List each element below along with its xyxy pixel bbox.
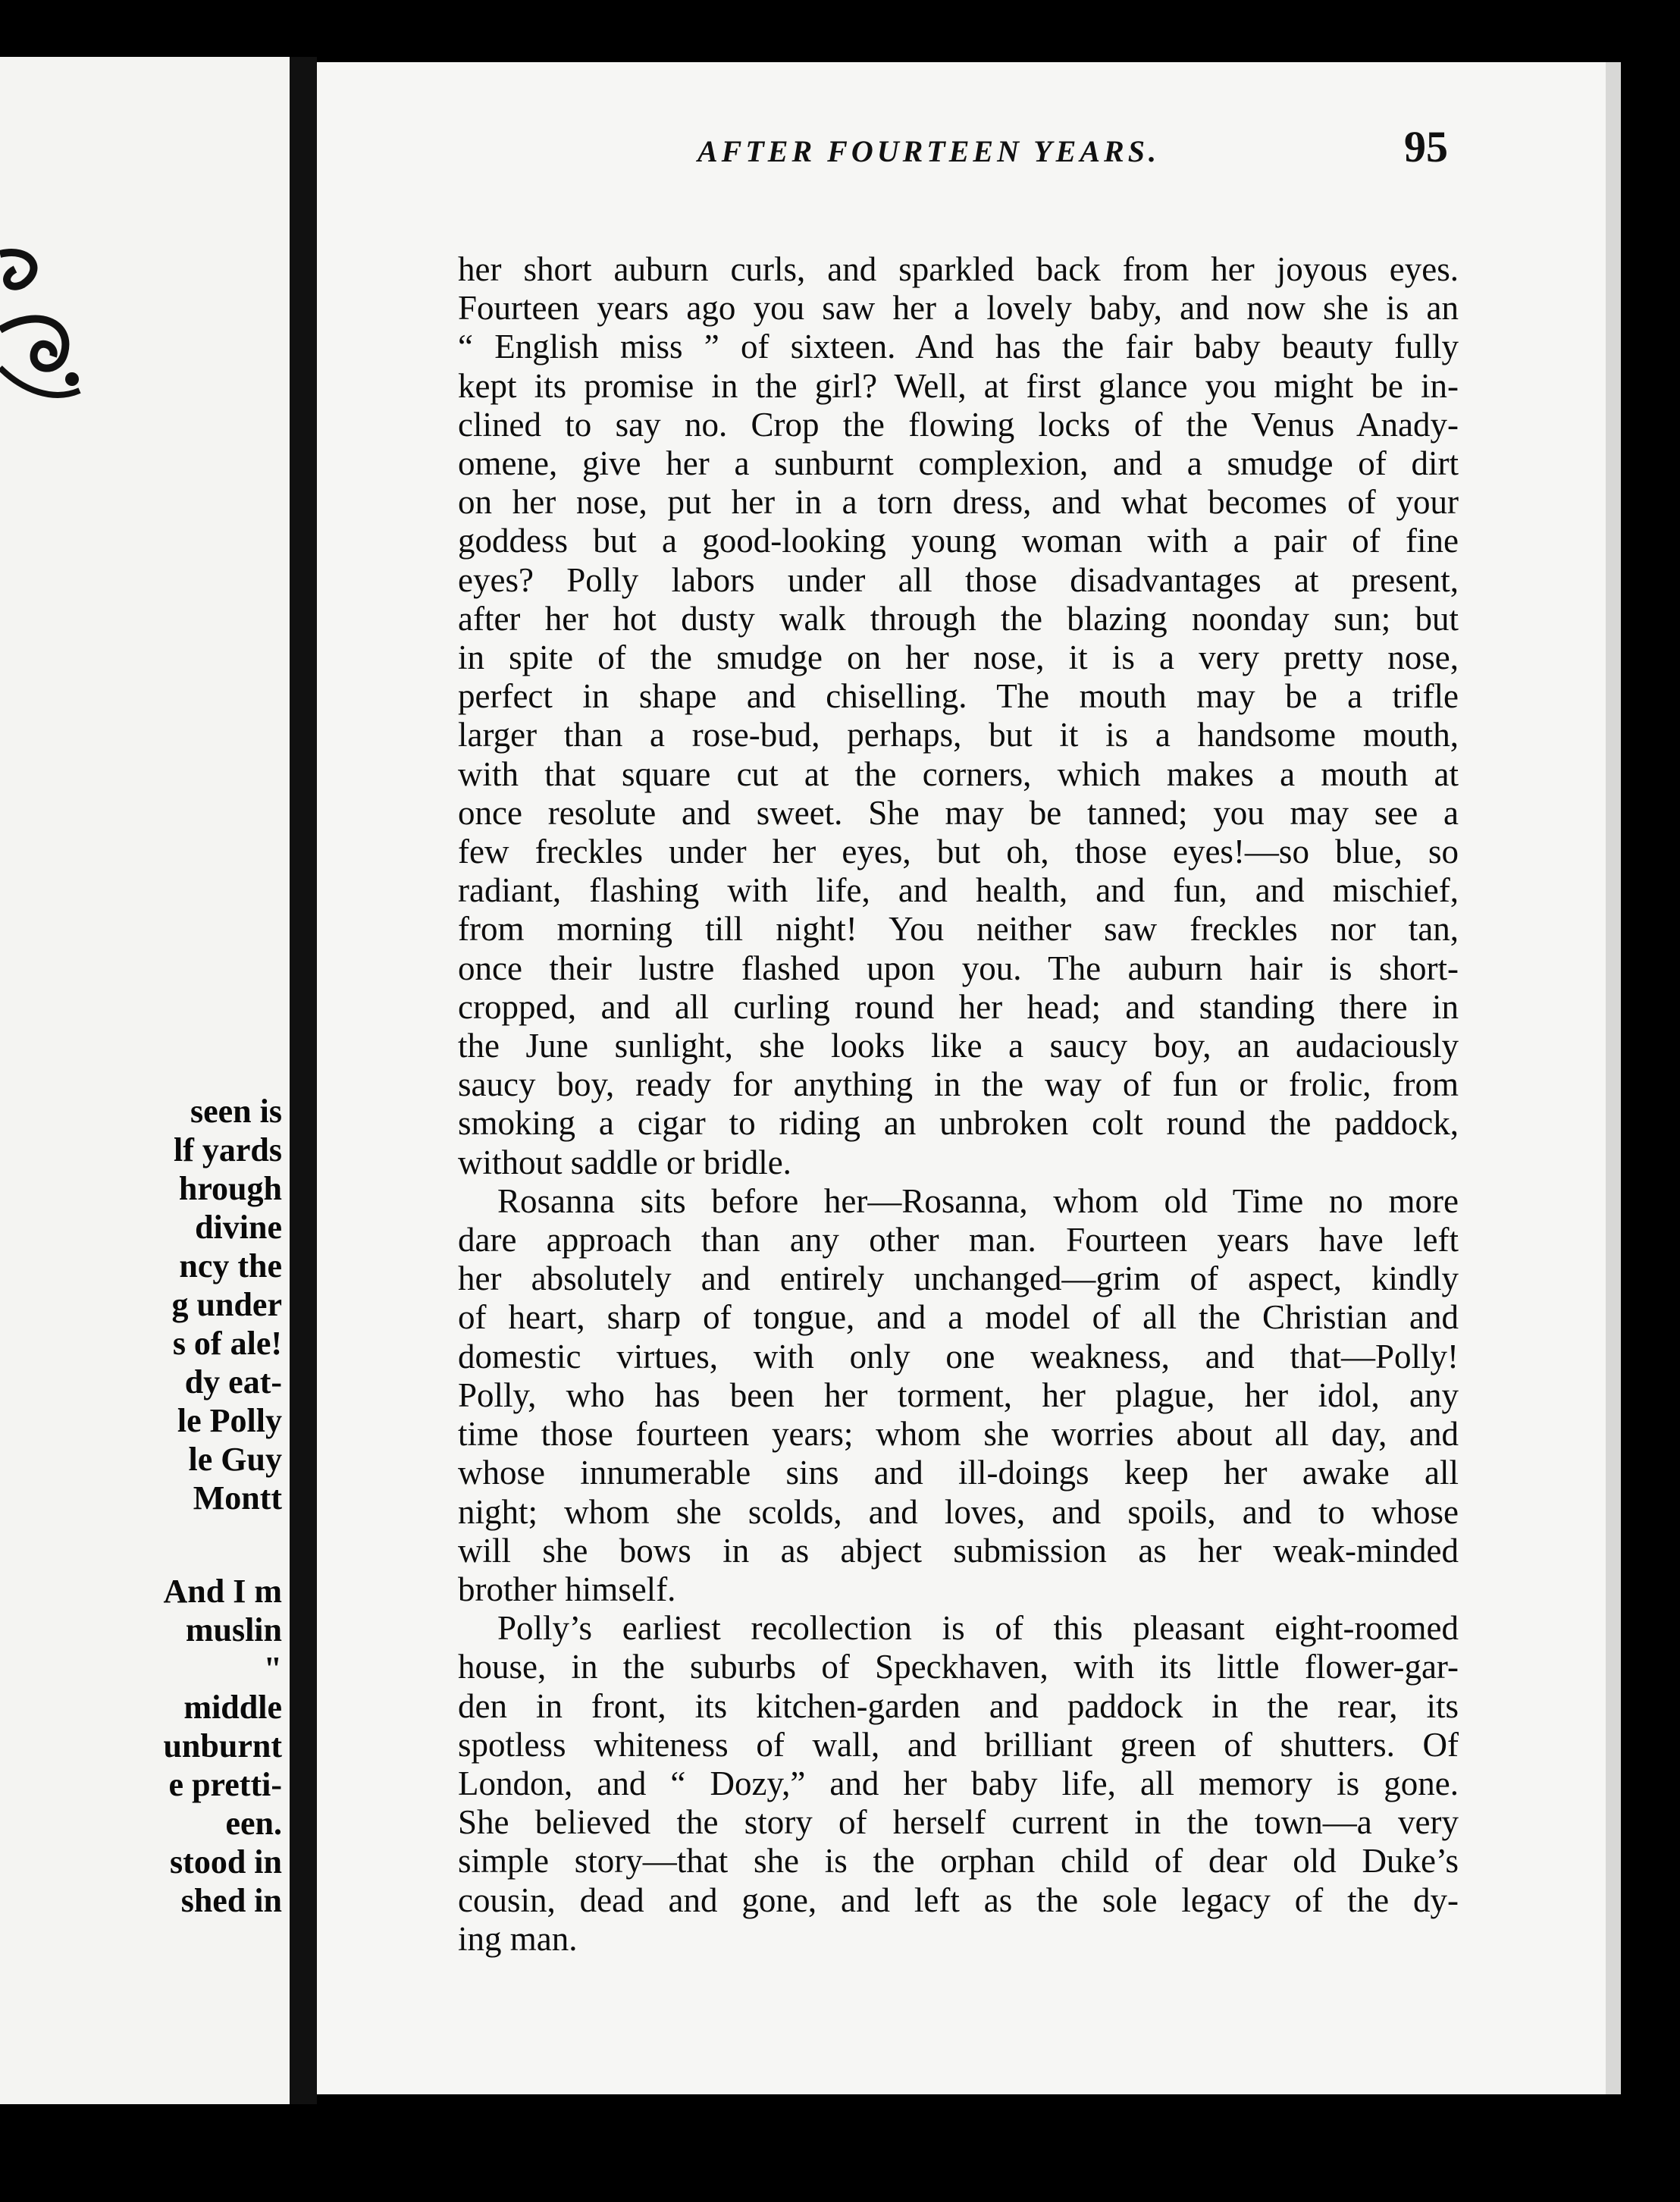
text-line: dare approach than any other man. Fourteen years have left [458, 1221, 1459, 1259]
left-line: le Polly [177, 1402, 282, 1439]
text-line: omene, give her a sunburnt complexion, and a smudge of dirt [458, 444, 1459, 483]
text-line: without saddle or bridle. [458, 1143, 791, 1181]
left-line-gap [0, 1517, 282, 1572]
paragraph [458, 250, 1459, 1182]
text-line: smoking a cigar to riding an unbroken colt round the paddock, [458, 1104, 1459, 1143]
text-line: kept its promise in the girl? Well, at first glance you might be in- [458, 366, 1459, 405]
text-line: in spite of the smudge on her nose, it is a very pretty nose, [458, 638, 1459, 677]
left-line: lf yards [174, 1131, 282, 1168]
text-line: the June sunlight, she looks like a saucy boy, an audaciously [458, 1027, 1459, 1065]
text-line: eyes? Polly labors under all those disadvantages at present, [458, 560, 1459, 599]
left-line: divine [195, 1209, 282, 1246]
left-line: And I m [163, 1573, 282, 1610]
running-head [364, 121, 1448, 172]
text-line: ing man. [458, 1919, 578, 1958]
page-number: 95 [1404, 122, 1448, 171]
text-line: simple story—that she is the orphan child of dear old Duke’s [458, 1842, 1459, 1880]
left-line: dy eat- [184, 1363, 282, 1401]
left-line: Montt [193, 1479, 282, 1517]
text-line: with that square cut at the corners, which makes a mouth at [458, 754, 1459, 793]
text-line: saucy boy, ready for anything in the way of fun or frolic, from [458, 1065, 1459, 1104]
text-line: her short auburn curls, and sparkled back from her joyous eyes. [458, 250, 1459, 288]
left-page [0, 57, 290, 2104]
flourish-ornament-icon [0, 239, 83, 413]
left-line: muslin [185, 1611, 282, 1648]
text-line: spotless whiteness of wall, and brilliant green of shutters. Of [458, 1725, 1459, 1764]
text-line: Rosanna sits before her—Rosanna, whom old Time no more [497, 1181, 1459, 1220]
text-line: once their lustre flashed upon you. The auburn hair is short- [458, 949, 1459, 987]
text-line: will she bows in as abject submission as her weak-minded [458, 1531, 1459, 1570]
text-line: her absolutely and entirely unchanged—grim of aspect, kindly [458, 1259, 1459, 1298]
text-line: after her hot dusty walk through the blazing noonday sun; but [458, 599, 1459, 638]
left-line: stood in [170, 1843, 282, 1880]
text-line: of heart, sharp of tongue, and a model of all the Christian and [458, 1298, 1459, 1337]
text-line: brother himself. [458, 1570, 676, 1608]
text-line: London, and “ Dozy,” and her baby life, all memory is gone. [458, 1764, 1459, 1802]
left-line: s of ale! [172, 1325, 282, 1362]
text-line: She believed the story of herself current in the town—a very [458, 1803, 1459, 1842]
left-line: " [263, 1650, 282, 1687]
text-line: Fourteen years ago you saw her a lovely baby, and now she is an [458, 289, 1459, 328]
paragraph [458, 1609, 1459, 1959]
left-line: hrough [178, 1170, 282, 1207]
text-line: radiant, flashing with life, and health, and fun, and mischief, [458, 871, 1459, 910]
text-line: Polly’s earliest recollection is of this pleasant eight-roomed [497, 1609, 1459, 1648]
left-line: middle [183, 1689, 282, 1726]
page-edge [1606, 62, 1621, 2094]
left-line: ncy the [179, 1247, 282, 1284]
left-line: g under [171, 1286, 282, 1323]
left-line: een. [225, 1805, 282, 1842]
paragraph [458, 1182, 1459, 1609]
body-text [458, 250, 1459, 1959]
text-line: cropped, and all curling round her head; and standing there in [458, 987, 1459, 1026]
book-gutter [290, 57, 317, 2104]
text-line: few freckles under her eyes, but oh, those eyes!—so blue, so [458, 833, 1459, 871]
running-head-title: AFTER FOURTEEN YEARS. [697, 134, 1160, 168]
text-line: den in front, its kitchen-garden and paddock in the rear, its [458, 1686, 1459, 1725]
left-page-text [0, 1092, 282, 1920]
left-line: shed in [180, 1882, 282, 1919]
text-line: “ English miss ” of sixteen. And has the fair baby beauty fully [458, 328, 1459, 366]
text-line: time those fourteen years; whom she worries about all day, and [458, 1415, 1459, 1454]
text-line: perfect in shape and chiselling. The mouth may be a trifle [458, 677, 1459, 716]
left-line: le Guy [188, 1441, 282, 1478]
text-line: Polly, who has been her torment, her plague, her idol, any [458, 1375, 1459, 1414]
text-line: clined to say no. Crop the flowing locks of the Venus Anady- [458, 405, 1459, 444]
text-line: cousin, dead and gone, and left as the sole legacy of the dy- [458, 1880, 1459, 1919]
text-line: night; whom she scolds, and loves, and spoils, and to whose [458, 1492, 1459, 1531]
text-line: goddess but a good-looking young woman with a pair of fine [458, 522, 1459, 560]
left-line: unburnt [163, 1727, 282, 1764]
text-line: house, in the suburbs of Speckhaven, with its little flower-gar- [458, 1648, 1459, 1686]
text-line: larger than a rose-bud, perhaps, but it is a handsome mouth, [458, 716, 1459, 754]
text-line: from morning till night! You neither saw freckles nor tan, [458, 910, 1459, 949]
text-line: whose innumerable sins and ill-doings keep her awake all [458, 1454, 1459, 1492]
left-line: e pretti- [168, 1766, 282, 1803]
left-line: seen is [190, 1093, 282, 1130]
text-line: on her nose, put her in a torn dress, and what becomes of your [458, 483, 1459, 522]
text-line: once resolute and sweet. She may be tanned; you may see a [458, 793, 1459, 832]
text-line: domestic virtues, with only one weakness, and that—Polly! [458, 1337, 1459, 1375]
